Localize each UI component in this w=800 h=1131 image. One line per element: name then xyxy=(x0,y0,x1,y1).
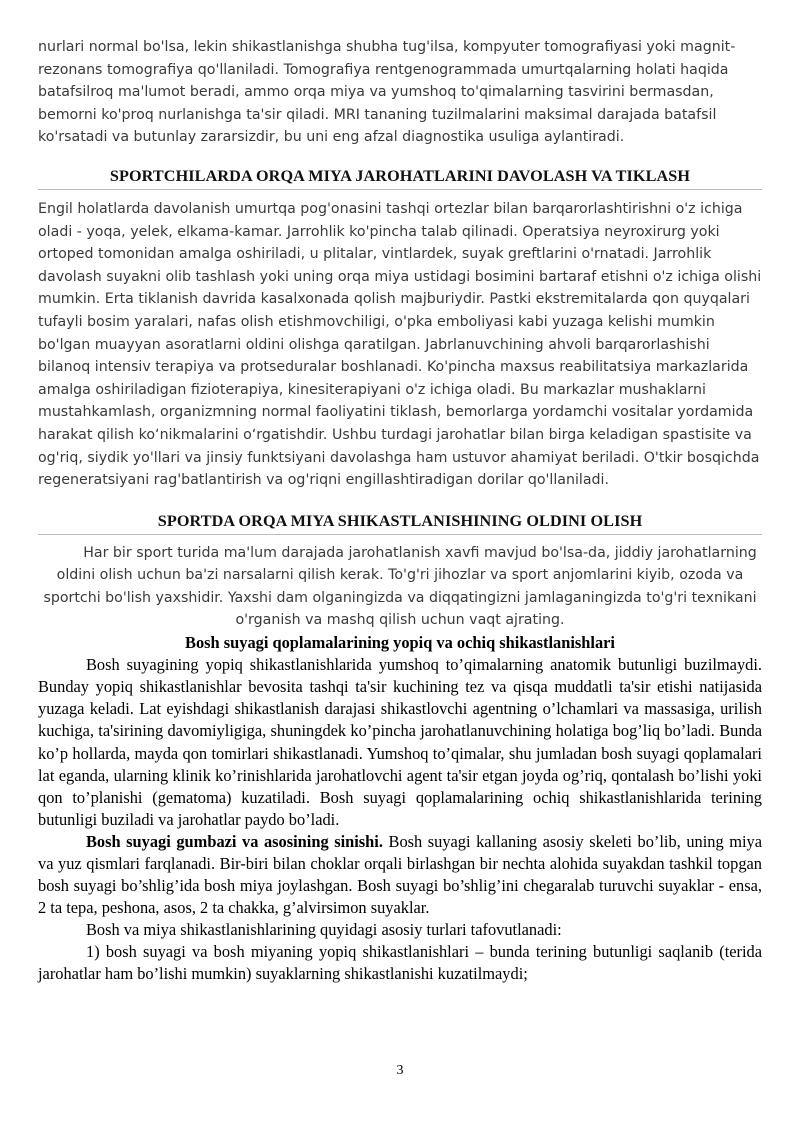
injury-types-intro: Bosh va miya shikastlanishlarining quyidagi asosiy turlari tafovutlanadi: xyxy=(86,920,562,940)
injury-type-1: 1) bosh suyagi va bosh miyaning yopiq shikastlanishlari – bunda terining butunligi saqlanib (terida jarohatlar ham bo’lishi mumkin) suyaklarning shikastlanishi kuzatilmaydi; xyxy=(38,942,762,984)
document-page xyxy=(38,36,762,986)
skull-injuries-title: Bosh suyagi qoplamalarining yopiq va ochiq shikastlanishlari xyxy=(185,633,615,653)
skull-fracture-body: Bosh suyagi kallaning asosiy skeleti bo’lib, uning miya va yuz qismlari farqlanadi. Bir-biri bilan choklar orqali birlashgan bir nechta alohida suyakdan tashkil topgan bosh suyagi bo’shlig’ida bosh miya joylashgan. Bosh suyagi bo’shlig’ini chegaralab turuvchi suyaklar - ensa, 2 ta tepa, peshona, asos, 2 ta chakka, g’alvirsimon suyaklar. xyxy=(38,831,762,918)
skull-injuries-paragraph-1: Bosh suyagining yopiq shikastlanishlarida yumshoq to’qimalarning anatomik butunligi buzilmaydi. Bunday yopiq shikastlanishlar bevosita tashqi ta'sir kuchining tez va qisqa muddatli ta'sir etishi natijasida yuzaga keladi. Lat eyishdagi shikastlanish darajasi shikastlovchi agentning o’lchamlari va massasiga, urilish kuchiga, ta'sirining davomiyligiga, shuningdek ko’pincha jarohatlanuvchining holatiga bog’liq bo’ladi. Bunda ko’p hollarda, mayda qon tomirlari shikastlanadi. Yumshoq to’qimalar, shu jumladan bosh suyagi qoplamalari lat eganda, ularning klinik ko’rinishlarida jarohatlovchi agent ta'sir etgan joyda og’riq, qontalash bo’lishi yoki qon to’planishi (gematoma) kuzatiladi. Bosh suyagi qoplamalarining ochiq shikastlanishlarida terining butunligi buziladi va jarohatlar paydo bo’ladi. xyxy=(38,655,762,829)
skull-fracture-paragraph xyxy=(38,831,762,919)
intro-paragraph: nurlari normal bo'lsa, lekin shikastlanishga shubha tug'ilsa, kompyuter tomografiyasi yoki magnit-rezonans tomografiya qo'llaniladi. Tomografiya rentgenogrammada umurtqalarning holati haqida batafsilroq ma'lumot beradi, ammo orqa miya va yumshoq to'qimalarning tasvirini bermasdan, bemorni ko'proq nurlanishga ta'sir qiladi. MRI tananing tuzilmalarini maksimal darajada batafsil ko'rsatadi va butunlay zararsizdir, bu uni eng afzal diagnostika usuliga aylantiradi. xyxy=(38,39,736,146)
skull-fracture-lead: Bosh suyagi gumbazi va asosining sinishi. xyxy=(86,831,383,851)
treatment-paragraph: Engil holatlarda davolanish umurtqa pog'onasini tashqi ortezlar bilan barqarorlashtirishni o'z ichiga oladi - yoqa, yelek, elkama-kamar. Jarrohlik ko'pincha talab qilinadi. Operatsiya neyroxirurg yoki ortoped tomonidan amalga oshiriladi, u plitalar, vintlardek, suyak greftlarini o'rnatadi. Jarrohlik davolash suyakni olib tashlash yoki uning orqa miya ustidagi bosimini bartaraf etishni o'z ichiga olishi mumkin. Erta tiklanish davrida kasalxonada qolish majburiydir. Pastki ekstremitalarda qon quyqalari tufayli bosim yaralari, nafas olish etishmovchiligi, o'pka emboliyasi kabi yuzaga kelishi mumkin bo'lgan muayyan asoratlarni oldini olishga qaratilgan. Jabrlanuvchining ahvoli barqarorlashishi bilanoq intensiv terapiya va protseduralar boshlanadi. Ko'pincha maxsus reabilitatsiya markazlarida amalga oshiriladigan fizioterapiya, kinesiterapiyani o'z ichiga oladi. Bu markazlar mushaklarni mustahkamlash, organizmning normal faoliyatini tiklash, bemorlarga yordamchi vositalar yordamida harakat qilish ko‘nikmalarini o‘rgatishdir. Ushbu turdagi jarohatlar bilan birga keladigan spastisite va og'riq, siydik yo'llari va jinsiy funktsiyani davolashga ham ustuvor ahamiyat beriladi. O'tkir bosqichda regeneratsiyani rag'batlantirish va og'riqni engillashtiradigan dorilar qo'llaniladi. xyxy=(38,200,762,489)
section-divider xyxy=(38,189,762,190)
page-number: 3 xyxy=(396,1063,404,1078)
section-heading-treatment: SPORTCHILARDA ORQA MIYA JAROHATLARINI DAVOLASH VA TIKLASH xyxy=(109,166,691,185)
section-divider xyxy=(38,534,762,535)
prevention-paragraph: Har bir sport turida ma'lum darajada jarohatlanish xavfi mavjud bo'lsa-da, jiddiy jarohatlarning oldini olish uchun ba'zi narsalarni qilish kerak. To'g'ri jihozlar va sport anjomlarini kiyib, ozoda va sportchi bo'lish yaxshidir. Yaxshi dam olganingizda va diqqatingizni jamlaganingizda to'g'ri texnikani o'rganish va mashq qilish uchun vaqt ajrating. xyxy=(43,544,757,629)
section-heading-prevention: SPORTDA ORQA MIYA SHIKASTLANISHINING OLDINI OLISH xyxy=(157,511,643,530)
